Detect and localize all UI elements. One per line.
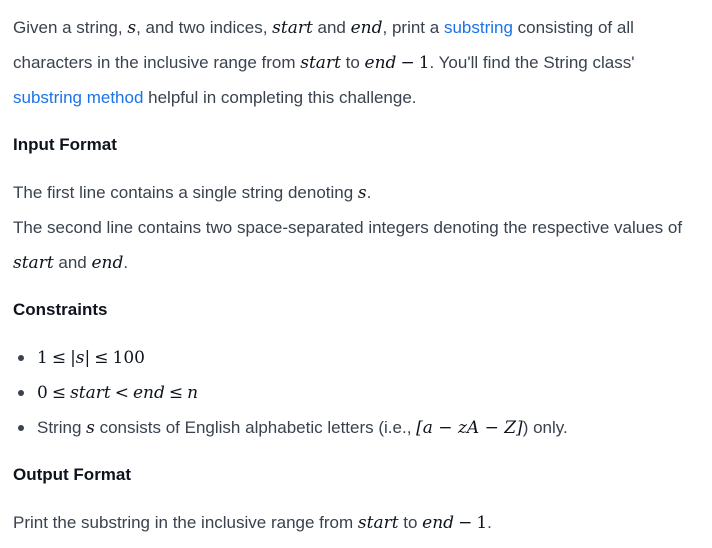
output-text: to bbox=[398, 513, 423, 532]
math-var-end: end bbox=[350, 18, 383, 38]
math-var-start: start bbox=[70, 383, 111, 403]
math-var-end: end bbox=[422, 513, 455, 533]
math-var-end: end bbox=[132, 383, 165, 403]
intro-text: , print a bbox=[382, 18, 444, 37]
input-text: The first line contains a single string denoting bbox=[13, 183, 358, 202]
constraint-text: ) only. bbox=[522, 418, 568, 437]
output-text: Print the substring in the inclusive range from bbox=[13, 513, 358, 532]
constraint-text: consists of English alphabetic letters (i.e., bbox=[94, 418, 417, 437]
math-number: 0 bbox=[37, 383, 48, 403]
intro-text: to bbox=[340, 53, 365, 72]
bullet-dot bbox=[18, 390, 24, 396]
input-text: . bbox=[123, 253, 129, 272]
math-var-start: start bbox=[13, 253, 54, 273]
input-format-heading: Input Format bbox=[13, 135, 117, 154]
math-var-s: s bbox=[357, 183, 367, 203]
substring-method-link[interactable]: substring method bbox=[13, 88, 144, 107]
output-format-heading: Output Format bbox=[13, 465, 132, 484]
intro-text: characters in the inclusive range from bbox=[13, 53, 301, 72]
input-text: and bbox=[53, 253, 92, 272]
input-text: The second line contains two space-separated integers denoting the respective values of bbox=[13, 218, 683, 237]
bullet-dot bbox=[18, 425, 24, 431]
input-format-line-3 bbox=[13, 252, 128, 274]
constraint-text: String bbox=[37, 418, 87, 437]
math-minus: − bbox=[400, 53, 415, 73]
math-number: 1 bbox=[37, 348, 48, 368]
intro-text: helpful in completing this challenge. bbox=[143, 88, 417, 107]
math-lt: < bbox=[114, 383, 129, 403]
intro-line-2 bbox=[13, 52, 634, 74]
intro-line-1 bbox=[13, 17, 634, 39]
math-var-n: n bbox=[187, 383, 199, 403]
constraint-2 bbox=[37, 382, 198, 404]
math-var-start: start bbox=[300, 53, 341, 73]
intro-text: consisting of all bbox=[512, 18, 634, 37]
math-var-start: start bbox=[357, 513, 399, 533]
math-var-end: end bbox=[91, 253, 124, 273]
constraints-heading: Constraints bbox=[13, 300, 108, 319]
intro-text: . You'll find the String class' bbox=[429, 53, 635, 72]
intro-text: and bbox=[312, 18, 351, 37]
math-var-s: s bbox=[86, 418, 95, 438]
substring-link[interactable]: substring bbox=[443, 18, 513, 37]
math-number: 100 bbox=[112, 348, 145, 368]
constraint-1 bbox=[37, 347, 145, 369]
math-var-start: start bbox=[272, 18, 313, 38]
math-minus: − bbox=[458, 513, 473, 533]
intro-line-3 bbox=[13, 87, 417, 109]
output-text: . bbox=[487, 513, 492, 532]
input-text: . bbox=[366, 183, 372, 202]
input-format-line-1 bbox=[13, 182, 371, 204]
math-var-end: end bbox=[364, 53, 397, 73]
math-le: ≤ bbox=[168, 383, 184, 403]
math-number: 1 bbox=[476, 513, 488, 533]
math-letter-range: [a − zA − Z] bbox=[416, 418, 523, 438]
intro-text: , and two indices, bbox=[136, 18, 273, 37]
math-le: ≤ bbox=[94, 348, 109, 368]
math-number: 1 bbox=[418, 53, 430, 73]
constraint-3 bbox=[37, 417, 568, 439]
math-abs-s: |s| bbox=[70, 348, 91, 368]
math-le: ≤ bbox=[51, 383, 67, 403]
input-format-line-2 bbox=[13, 217, 682, 239]
intro-text: Given a string, bbox=[13, 18, 128, 37]
bullet-dot bbox=[18, 355, 24, 361]
output-format-line-1 bbox=[13, 512, 492, 534]
math-le: ≤ bbox=[51, 348, 67, 368]
math-var-s: s bbox=[127, 18, 137, 38]
